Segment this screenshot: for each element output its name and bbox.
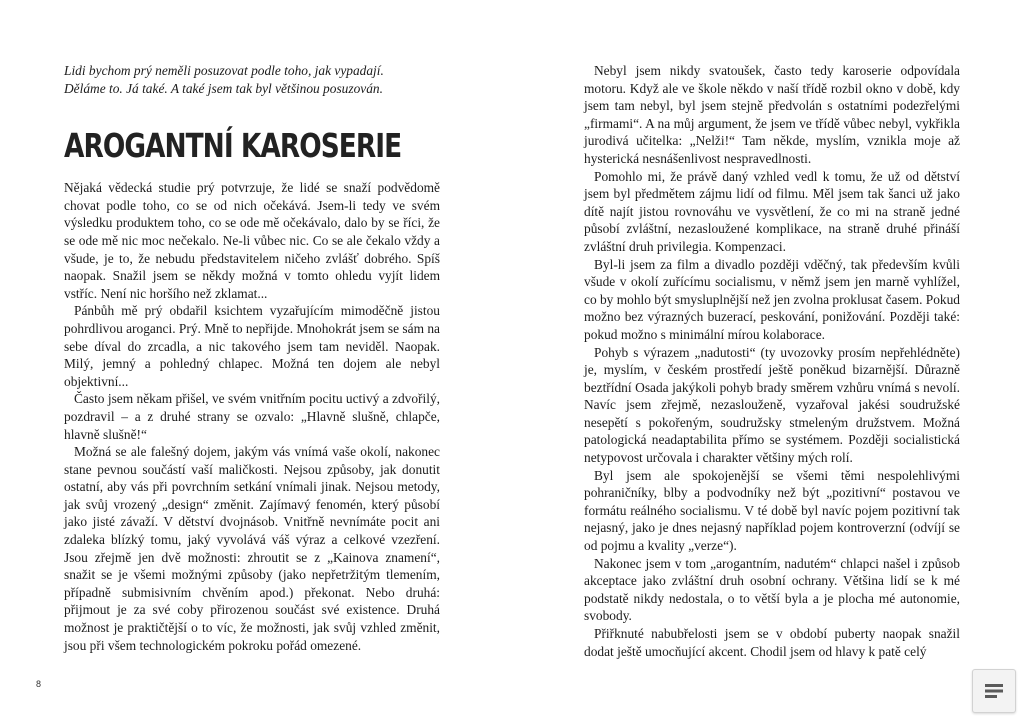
- chapter-heading: AROGANTNÍ KAROSERIE: [64, 126, 402, 166]
- page-number-left: 8: [36, 679, 42, 689]
- menu-button[interactable]: [972, 669, 1016, 713]
- paragraph: Byl-li jsem za film a divadlo později vděčný, tak především kvůli všude v okolí zuřícímu socialismu, v němž jsem jen marně vyhlížel, co by mohlo být smysluplnější než jen zvolna proklusat časem. Pokud možno bez výrazných buzerací, peskování, ponižování. Později také: pokud možno s minimální mírou kolaborace.: [584, 256, 960, 342]
- paragraph: Nebyl jsem nikdy svatoušek, často tedy karoserie odpovídala motoru. Když ale ve škole někdo v naší třídě rozbil okno v době, kdy jsem tam nebyl, byl jsem stejně předvolán s ostatními podezřelými „firmami“. A na můj argument, že jsem ve třídě vůbec nebyl, vykřikla jurodivá učitelka: „Nelži!“ Tam někde, myslím, vznikla moje až hysterická nesnášenlivost nespravedlnosti.: [584, 63, 960, 166]
- paragraph: Pohyb s výrazem „nadutosti“ (ty uvozovky prosím nepřehlédněte) je, myslím, v českém prostředí ještě poněkud bizarnější. Důrazně beztřídní Osada jakýkoli pohyb brady směrem vzhůru vnímá s nevolí. Navíc jsem zřejmě, nezaslouženě, vyzařoval jakési soudružské nesepětí s pokořeným, soudružsky stmeleným družstvem. Možná patologická neadaptabilita přímo se systémem. Později socialistická netypovost určovala i charakter většiny mých rolí.: [584, 344, 960, 466]
- left-page-text: [64, 62, 440, 654]
- paragraph: Byl jsem ale spokojenější se všemi těmi nespolehlivými pohraničníky, blby a podvodníky než být „pozitivní“ postavou ve formátu reálného socialismu. V té době byl navíc pojem pozitivní tak nejasný, jako je dnes nejasný například pojem kontroverzní (odvíjí se od pojmu a kvality „verze“).: [584, 467, 960, 554]
- intro-line-1: Lidi bychom prý neměli posuzovat podle toho, jak vypadají.: [64, 63, 384, 78]
- paragraph: Přiřknuté nabubřelosti jsem se v období puberty naopak snažil dodat ještě umocňující akcent. Chodil jsem od hlavy k patě celý: [584, 626, 960, 659]
- intro-line-2: Děláme to. Já také. A také jsem tak byl většinou posuzován.: [64, 80, 383, 96]
- paragraph: Nakonec jsem v tom „arogantním, nadutém“ chlapci našel i způsob akceptace jako zvláštní druh osobní ochrany. Většina lidí se k mé podstatě nikdy nedostala, o to větší byla a je plocha mé autonomie, svobody.: [584, 555, 960, 624]
- paragraph: Pánbůh mě prý obdařil ksichtem vyzařujícím mimoděčně jistou pohrdlivou aroganci. Prý. Mně to nepřijde. Mnohokrát jsem se sám na sebe díval do zrcadla, a nic takového jsem tam neviděl. Naopak. Milý, jemný a pohledný chlapec. Možná ten dojem ale nebyl objektivní...: [64, 303, 440, 389]
- menu-icon: [983, 680, 1005, 702]
- paragraph: Možná se ale falešný dojem, jakým vás vnímá vaše okolí, nakonec stane pevnou součástí vaší maličkosti. Nejsou způsoby, jak donutit ostatní, aby vás při povrchním setkání vnímali jinak. Nejsou metody, jak svůj vrozený „design“ změnit. Zajímavý fenomén, který působí jako jisté závaží. V dětství dvojnásob. Vnitřně nevnímáte pocit ani zdaleka blízký tomu, jaký vyvolává váš výraz a celkové vzezření. Jsou zřejmě jen dvě možnosti: zhroutit se z „Kainova znamení“, snažit se je všemi možnými způsoby (jako nepřetržitým tlemením, případně submisivním chvěním apod.) překonat. Nebo druhá: přijmout je za své coby přirozenou součást své existence. Druhá možnost je praktičtější o to víc, že možnosti, jak svůj vzhled změnit, jsou při všem technologickém pokroku pořád omezené.: [64, 444, 440, 653]
- paragraph: Často jsem někam přišel, ve svém vnitřním pocitu uctivý a zdvořilý, pozdravil – a z druhé strany se ozvalo: „Hlavně slušně, chlapče, hlavně slušně!“: [64, 391, 440, 442]
- intro-quote: [64, 62, 440, 97]
- right-page-text: [584, 62, 960, 660]
- paragraph: Pomohlo mi, že právě daný vzhled vedl k tomu, že už od dětství jsem byl předmětem zájmu lidí od filmu. Měl jsem tak šanci už jako dítě najít jistou rovnováhu ve vysvětlení, že co mi na straně jedné působí zvláštní, nezasloužené komplikace, na straně druhé přináší zvláštní druh privilegia. Kompenzaci.: [584, 168, 960, 254]
- paragraph: Nějaká vědecká studie prý potvrzuje, že lidé se snaží podvědomě chovat podle toho, co se od nich očekává. Jsem-li tedy ve svém výsledku produktem toho, co se ode mě očekávalo, dalo by se říci, že se ode mě nic moc nečekalo. Ne-li vůbec nic. Co se ale čekalo vždy a všude, je to, že nebudu představitelem ničeho zvlášť dobrého. Spíš naopak. Snažil jsem se někdy možná v tomto ohledu vyjít lidem vstříc. Není nic horšího než zklamat...: [64, 180, 440, 301]
